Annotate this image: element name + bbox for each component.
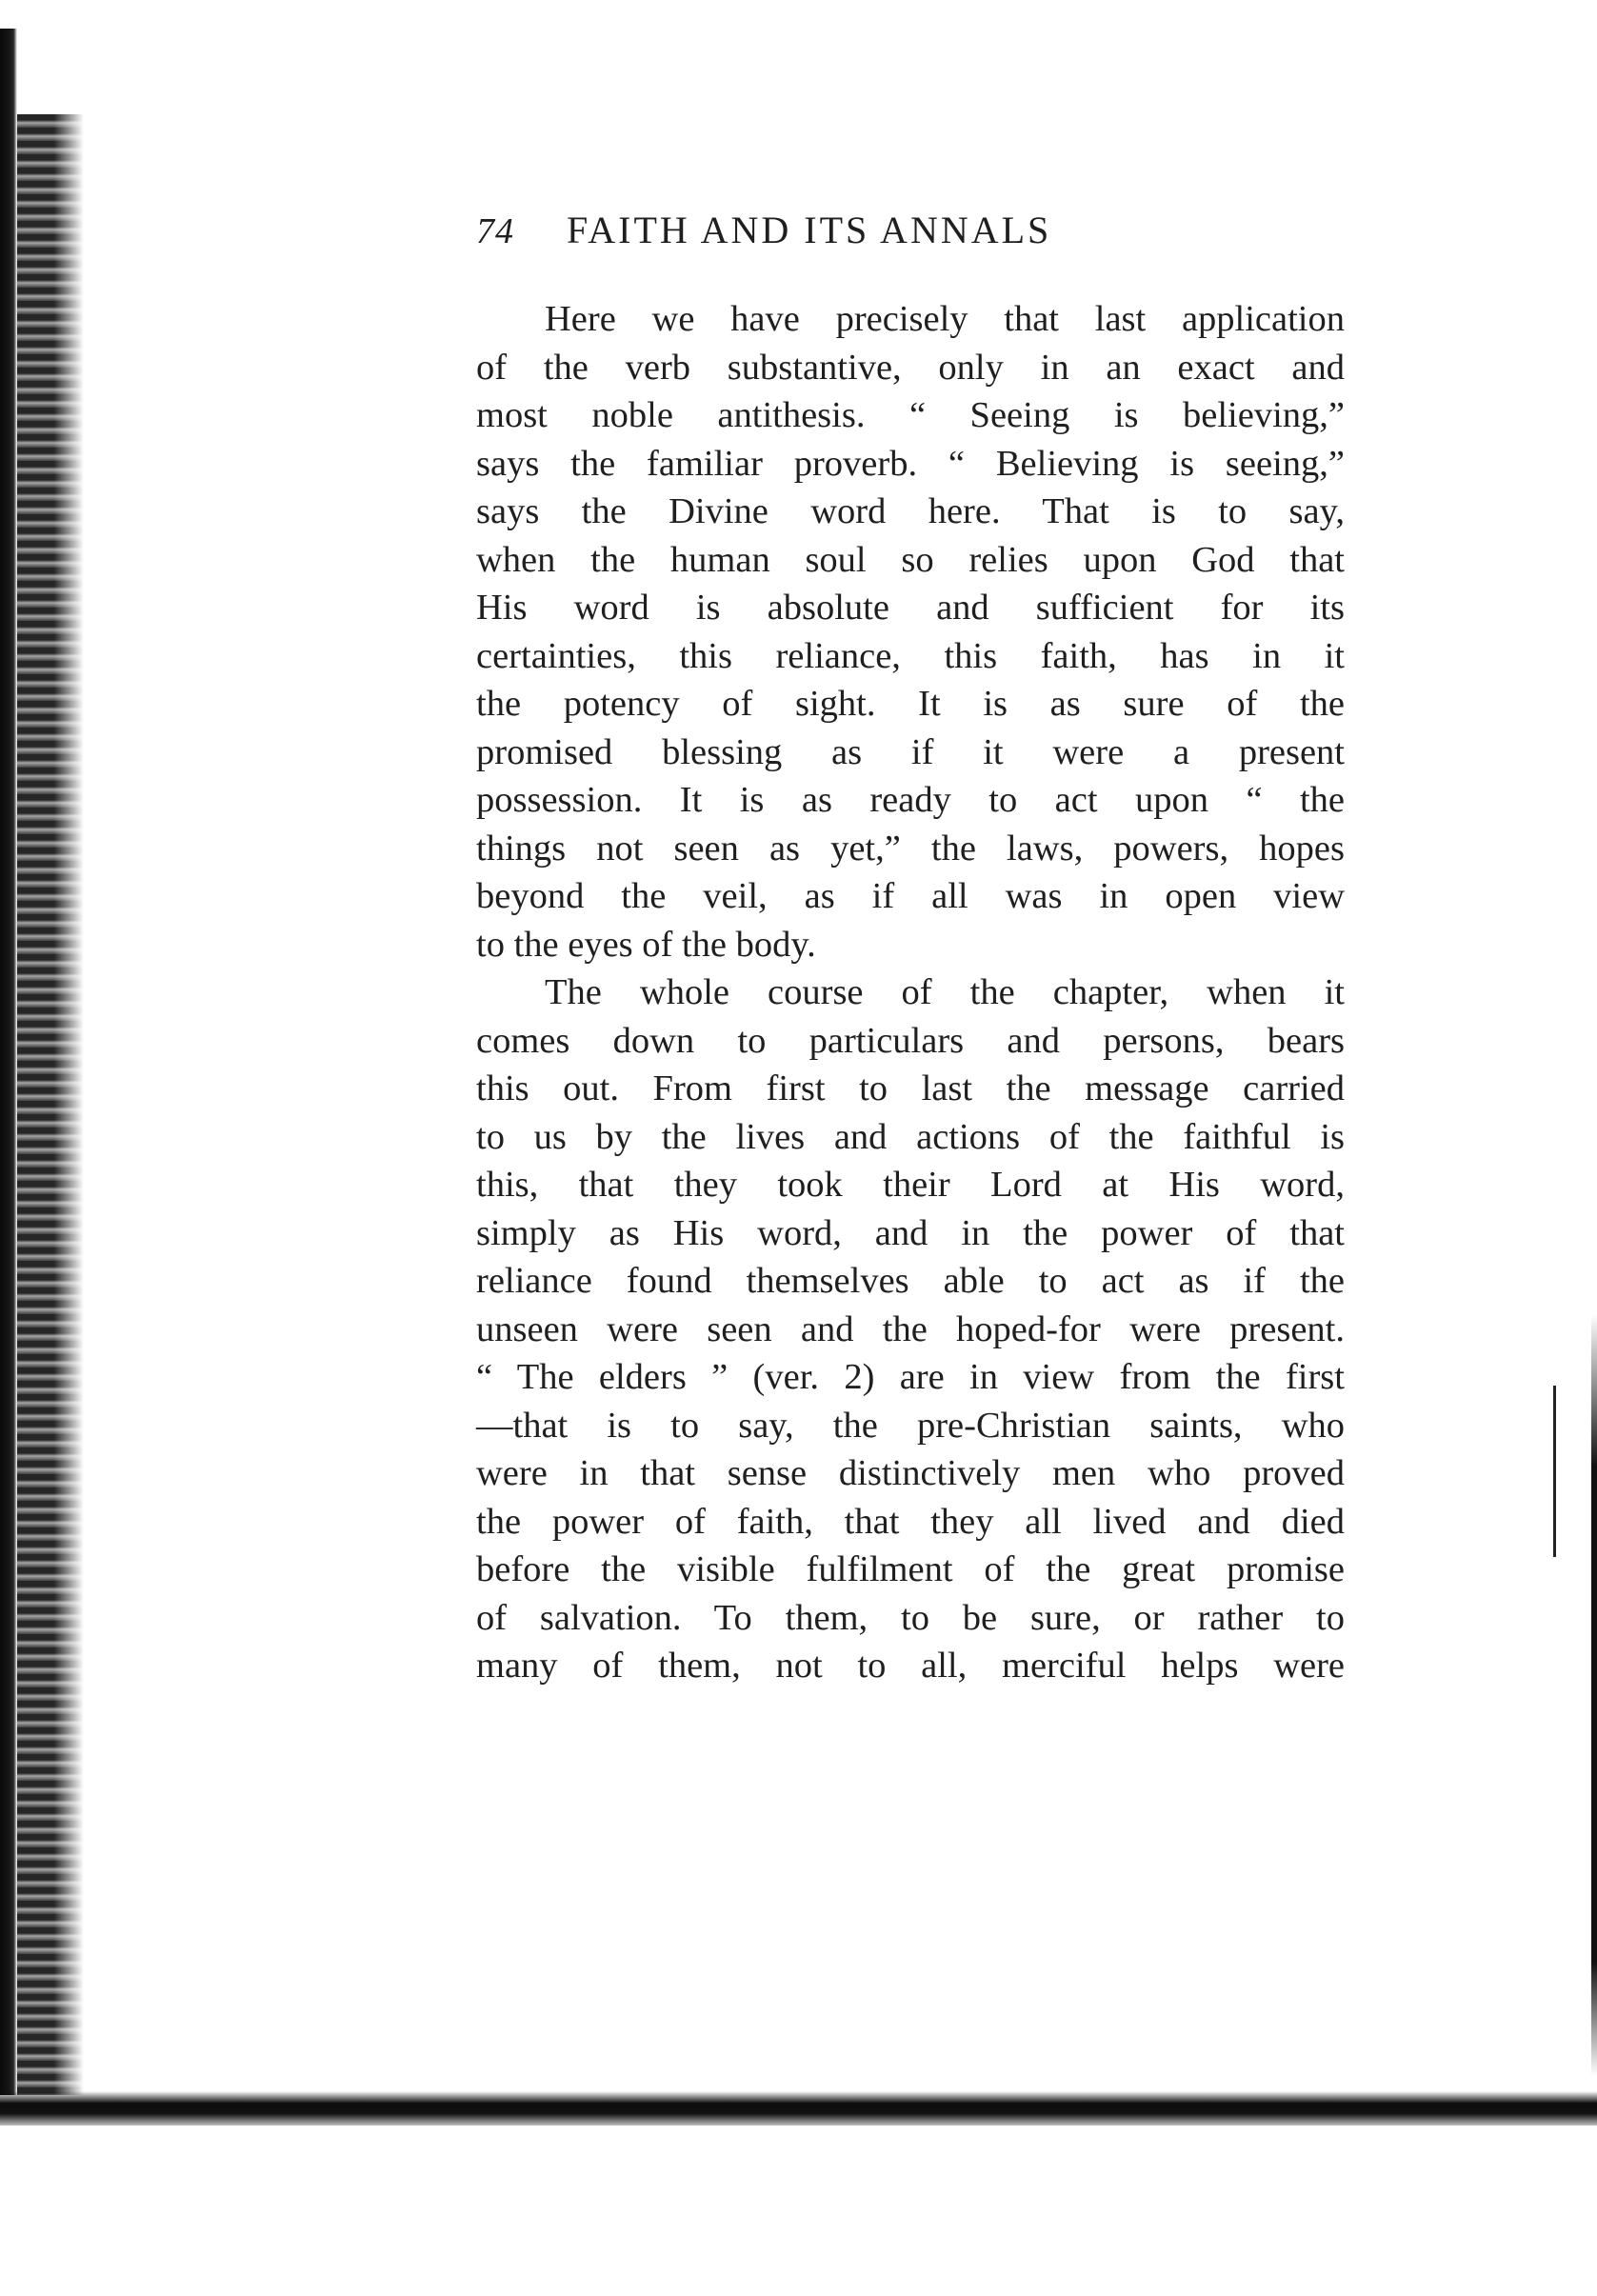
text-line: before the visible fulfilment of the great promise bbox=[476, 1549, 1345, 1589]
text-line: were in that sense distinctively men who proved bbox=[476, 1453, 1345, 1493]
text-line: reliance found themselves able to act as if the bbox=[476, 1261, 1345, 1301]
text-line: certainties, this reliance, this faith, has in it bbox=[476, 635, 1345, 676]
text-line: of salvation. To them, to be sure, or rather to bbox=[476, 1597, 1345, 1638]
text-line: when the human soul so relies upon God that bbox=[476, 539, 1345, 580]
text-line: Here we have precisely that last application bbox=[545, 299, 1345, 339]
text-line: things not seen as yet,” the laws, powers, hopes bbox=[476, 828, 1345, 868]
body-text bbox=[476, 295, 1345, 1690]
text-line: many of them, not to all, merciful helps were bbox=[476, 1646, 1345, 1686]
text-line: to the eyes of the body. bbox=[476, 924, 816, 965]
scan-margin-mark bbox=[1553, 1386, 1556, 1557]
page-number: 74 bbox=[476, 211, 514, 251]
text-line: of the verb substantive, only in an exact and bbox=[476, 347, 1345, 388]
text-line: unseen were seen and the hoped-for were present. bbox=[476, 1308, 1345, 1349]
scan-right-edge bbox=[1591, 1314, 1597, 2076]
text-line: The whole course of the chapter, when it bbox=[545, 972, 1345, 1012]
text-line: most noble antithesis. “ Seeing is believing,” bbox=[476, 395, 1345, 435]
text-line: comes down to particulars and persons, bears bbox=[476, 1020, 1345, 1061]
text-line: —that is to say, the pre-Christian saints, who bbox=[476, 1405, 1345, 1446]
paragraph-2 bbox=[476, 968, 1345, 1690]
running-head: FAITH AND ITS ANNALS bbox=[567, 209, 1052, 251]
text-line: promised blessing as if it were a present bbox=[476, 731, 1345, 772]
scan-binding-texture bbox=[17, 114, 84, 2095]
text-line: says the Divine word here. That is to say, bbox=[476, 491, 1345, 531]
scan-bottom-edge bbox=[0, 2091, 1597, 2126]
text-line: beyond the veil, as if all was in open view bbox=[476, 876, 1345, 916]
text-line: His word is absolute and sufficient for its bbox=[476, 588, 1345, 628]
text-line: to us by the lives and actions of the faithful is bbox=[476, 1116, 1345, 1157]
page-header bbox=[476, 208, 1228, 265]
text-line: “ The elders ” (ver. 2) are in view from the first bbox=[476, 1357, 1345, 1397]
text-line: says the familiar proverb. “ Believing is seeing,” bbox=[476, 443, 1345, 484]
text-line: simply as His word, and in the power of that bbox=[476, 1212, 1345, 1253]
paragraph-1 bbox=[476, 295, 1345, 968]
scan-binding-shadow bbox=[0, 29, 17, 2095]
text-line: this, that they took their Lord at His word, bbox=[476, 1165, 1345, 1205]
text-line: the power of faith, that they all lived and died bbox=[476, 1501, 1345, 1542]
text-line: possession. It is as ready to act upon “ the bbox=[476, 780, 1345, 820]
text-line: the potency of sight. It is as sure of the bbox=[476, 684, 1345, 724]
text-line: this out. From first to last the message carried bbox=[476, 1068, 1345, 1108]
